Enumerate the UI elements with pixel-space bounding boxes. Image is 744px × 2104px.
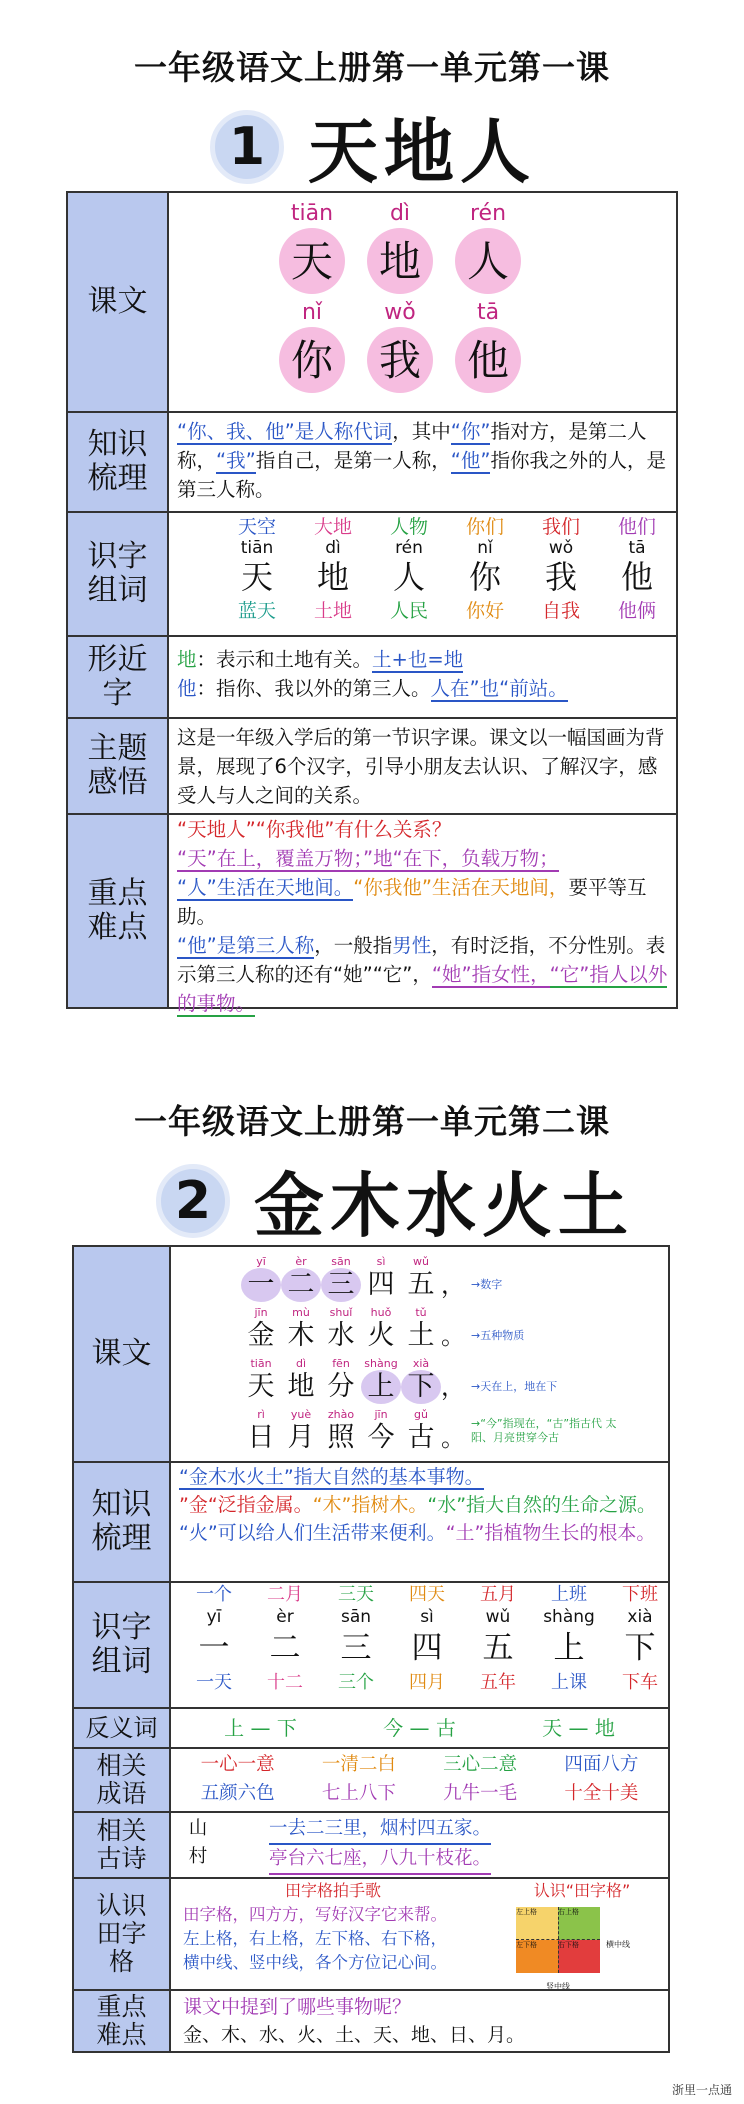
char-cell (401, 1306, 441, 1353)
pinyin: tiān (290, 201, 334, 226)
l1-theme-content (169, 719, 676, 813)
text-lines (241, 1251, 668, 1455)
lesson1-title (210, 96, 536, 197)
highlight: “他” (450, 449, 491, 472)
character: 四 (367, 1269, 395, 1300)
l2-key-row (74, 1989, 668, 2051)
row-label: 相关古诗 (74, 1813, 171, 1877)
character: 木 (287, 1320, 315, 1351)
lesson1-number: 1 (210, 110, 284, 184)
pinyin: sān (340, 1607, 372, 1627)
poem-line: 一去二三里，烟村四五家。 (269, 1815, 491, 1845)
pinyin: dì (389, 201, 411, 226)
highlight: “你我他”生活在天地间， (353, 876, 569, 899)
l1-similar-content (169, 637, 676, 717)
pinyin: huǒ (370, 1306, 392, 1319)
earth-text: “土”指植物生长的根本。 (445, 1522, 656, 1544)
row-label: 识字组词 (74, 1583, 171, 1707)
l2-words-content (171, 1583, 668, 1707)
answer: 金、木、水、火、土、天、地、日、月。 (183, 2024, 526, 2046)
lesson2-number: 2 (156, 1164, 230, 1238)
highlight: “它”指人以外的事物。 (177, 963, 668, 1015)
l2-poem-row (74, 1811, 668, 1877)
l1-knowledge-row (68, 411, 676, 511)
highlight: 男性 (392, 934, 432, 957)
idiom: 五颜六色 (200, 1783, 275, 1804)
pinyin: tā (628, 538, 646, 558)
pinyin: sān (331, 1255, 351, 1268)
word: 他俩 (617, 600, 656, 622)
char: 他 (177, 677, 197, 700)
row-label: 形近字 (68, 637, 169, 717)
word: 大地 (313, 516, 352, 538)
l1-words-row (68, 511, 676, 635)
lesson2-header: 一年级语文上册第一单元第二课 (134, 1102, 610, 1141)
l1-theme-row (68, 717, 676, 813)
l1-similar-row (68, 635, 676, 717)
l2-text-row (74, 1247, 668, 1461)
lesson1-name: 天地人 (308, 111, 536, 193)
song-line: 横中线、竖中线，各个方位记心间。 (183, 1953, 447, 1972)
antonym-pair: 上 — 下 (224, 1715, 297, 1740)
character: 天 (240, 558, 273, 596)
poem-title: 村 (188, 1846, 208, 1867)
annotation: →五种物质 (471, 1329, 525, 1342)
poem-line: 亭台六七座，八九十枝花。 (269, 1845, 491, 1875)
pinyin: fēn (332, 1357, 350, 1370)
text-line (241, 1251, 668, 1302)
v-center-line (558, 1907, 559, 1973)
pinyin: shuǐ (329, 1306, 353, 1319)
char-cell (401, 1357, 441, 1404)
metal-text: ”金“泛指金属。 (179, 1494, 313, 1516)
idiom: 三心二意 (443, 1754, 518, 1775)
text: 要平等互助。 (177, 876, 647, 928)
theme-text: 这是一年级入学后的第一节识字课。课文以一幅国画为背景，展现了6个汉字，引导小朋友去认识、了解汉字，感受人与人之间的关系。 (177, 726, 665, 807)
char-cell (321, 1357, 361, 1404)
text: ，有时泛指，不分性别。表示第三人称的还有“她”“它”， (177, 934, 666, 986)
character: 照 (327, 1422, 355, 1453)
pinyin: wǔ (485, 1607, 511, 1627)
pinyin: tiān (250, 1357, 272, 1370)
word: 五月 (480, 1584, 516, 1605)
word: 四月 (409, 1672, 445, 1693)
song-line: 左上格，右上格，左下格、右下格， (183, 1929, 447, 1948)
pinyin: nǐ (477, 538, 493, 558)
water-text: “水”指大自然的生命之源。 (427, 1494, 657, 1516)
word: 上课 (551, 1672, 587, 1693)
char-cell (241, 1357, 281, 1404)
char-cell (361, 1408, 401, 1455)
l1-text-row (68, 193, 676, 411)
l2-antonym-content (171, 1709, 668, 1747)
l2-knowledge-content (171, 1463, 668, 1581)
word: 三个 (338, 1672, 374, 1693)
text-line (241, 1302, 668, 1353)
word: 一天 (196, 1672, 232, 1693)
text: 指自己，是第一人称， (255, 449, 451, 472)
pinyin: èr (295, 1255, 307, 1268)
word: 一个 (196, 1584, 232, 1605)
char-cell (321, 1306, 361, 1353)
word: 人民 (389, 600, 428, 622)
char-cell (401, 1255, 441, 1302)
character: 上 (553, 1630, 585, 1666)
l2-key-content (171, 1991, 668, 2051)
lesson2-name: 金木水火土 (254, 1165, 634, 1247)
highlight: “金木水火土”指大自然的基本事物。 (179, 1466, 484, 1488)
character: 他 (455, 327, 521, 393)
idiom: 七上八下 (321, 1783, 396, 1804)
word: 三天 (338, 1584, 374, 1605)
punctuation: ， (441, 1271, 465, 1299)
character: 水 (327, 1320, 355, 1351)
pinyin: shàng (364, 1357, 398, 1370)
word: 天空 (237, 516, 276, 538)
pinyin: wǒ (548, 538, 574, 558)
text-line (241, 1404, 668, 1455)
pinyin: shàng (543, 1607, 595, 1627)
l2-idioms-row (74, 1747, 668, 1811)
lesson2-table (72, 1245, 670, 2053)
idiom: 四面八方 (564, 1754, 639, 1775)
pinyin: xià (627, 1607, 653, 1627)
footer-watermark: 浙里一点通 (671, 2083, 732, 2097)
tianzige-diagram (502, 1881, 662, 1991)
character: 人 (392, 558, 425, 596)
song-title: 田字格拍手歌 (284, 1881, 381, 1900)
character: 四 (411, 1630, 443, 1666)
bottom-left-cell: 左下格 (516, 1940, 558, 1973)
highlight: “我” (216, 449, 256, 472)
character: 古 (407, 1422, 435, 1453)
question: 课文中提到了哪些事物呢？ (183, 1996, 412, 2018)
idiom: 一心一意 (200, 1754, 275, 1775)
l1-words-content (169, 513, 676, 635)
l1-key-content (169, 815, 676, 1015)
char-cell (401, 1408, 441, 1455)
char-cell (361, 1357, 401, 1404)
l2-text-content (171, 1247, 668, 1461)
punctuation: 。 (441, 1322, 465, 1350)
l1-knowledge-content (169, 413, 676, 511)
lesson1-header: 一年级语文上册第一单元第一课 (134, 48, 610, 87)
character: 今 (367, 1422, 395, 1453)
char: 地 (177, 648, 197, 671)
word: 我们 (541, 516, 580, 538)
character: 一 (198, 1630, 230, 1666)
pinyin: tiān (240, 538, 274, 558)
row-label: 重点难点 (74, 1991, 171, 2051)
character: 我 (544, 558, 577, 596)
row-label: 识字组词 (68, 513, 169, 635)
highlight: “天”在上，覆盖万物； (177, 847, 363, 870)
word: 下班 (622, 1584, 658, 1605)
pinyin: èr (276, 1607, 294, 1627)
word: 土地 (313, 600, 352, 622)
l2-grid-content (171, 1879, 668, 1989)
lesson1-table (66, 191, 678, 1015)
word: 你好 (465, 600, 504, 622)
character: 一 (241, 1268, 281, 1302)
character: 二 (281, 1268, 321, 1302)
char-cell (361, 1255, 401, 1302)
character: 土 (407, 1320, 435, 1351)
idiom: 十全十美 (564, 1783, 639, 1804)
l2-words-row (74, 1581, 668, 1707)
character: 月 (287, 1422, 315, 1453)
annotation: →天在上，地在下 (471, 1380, 558, 1393)
annotation: →数字 (471, 1278, 503, 1291)
word: 二月 (267, 1584, 303, 1605)
row-label: 课文 (68, 193, 169, 411)
l2-knowledge-row (74, 1461, 668, 1581)
pinyin: yī (256, 1255, 266, 1268)
character: 天 (279, 228, 345, 294)
character: 下 (401, 1370, 441, 1404)
word: 十二 (267, 1672, 303, 1693)
diagram-title: 认识“田字格” (533, 1881, 631, 1900)
character: 五 (482, 1630, 514, 1666)
character: 日 (247, 1422, 275, 1453)
character: 你 (279, 327, 345, 393)
text: ，其中 (392, 420, 451, 443)
row-label: 反义词 (74, 1709, 171, 1747)
highlight: “他”是第三人称 (177, 934, 315, 957)
character: 金 (247, 1320, 275, 1351)
character: 你 (468, 558, 501, 596)
highlight: 人在”也“前站。 (430, 677, 568, 700)
text: ，一般指 (314, 934, 393, 957)
h-line-label: 横中线 (606, 1940, 630, 1949)
word: 他们 (617, 516, 656, 538)
pinyin: tā (476, 300, 500, 325)
character: 五 (407, 1269, 435, 1300)
pinyin: wǒ (384, 300, 416, 325)
pinyin: tǔ (415, 1306, 427, 1319)
word: 你们 (465, 516, 504, 538)
pinyin: mù (292, 1306, 310, 1319)
l1-text-content (169, 193, 676, 411)
word: 五年 (480, 1672, 516, 1693)
question: “天地人”“你我他”有什么关系？ (177, 818, 452, 841)
character: 下 (624, 1630, 656, 1666)
l2-idioms-content (171, 1749, 668, 1811)
highlight: “你、我、他”是人称代词 (177, 420, 393, 443)
pinyin: zhào (327, 1408, 355, 1421)
char-cell (241, 1306, 281, 1353)
l2-antonym-row (74, 1707, 668, 1747)
character: 他 (620, 558, 653, 596)
char-cell (241, 1255, 281, 1302)
character: 地 (316, 558, 349, 596)
word: 下车 (622, 1672, 658, 1693)
l1-key-row (68, 813, 676, 1015)
char-cell (361, 1306, 401, 1353)
highlight: “她”指女性， (431, 963, 550, 986)
row-label: 相关成语 (74, 1749, 171, 1811)
highlight: ”地“在下，负载万物； (362, 847, 559, 870)
pinyin: yuè (290, 1408, 312, 1421)
char-cell (281, 1306, 321, 1353)
pinyin: rén (469, 201, 507, 226)
pinyin: wǔ (413, 1255, 429, 1268)
character: 上 (361, 1370, 401, 1404)
word: 上班 (551, 1584, 587, 1605)
word: 四天 (409, 1584, 445, 1605)
pinyin: yī (206, 1607, 222, 1627)
char-cell (321, 1255, 361, 1302)
character: 火 (367, 1320, 395, 1351)
pinyin: rì (257, 1408, 265, 1421)
word: 自我 (541, 600, 580, 622)
annotation: →“今”指现在，“古”指古代 太阳、月亮贯穿今古 (471, 1417, 617, 1444)
text-line (241, 1353, 668, 1404)
highlight: “你” (450, 420, 491, 443)
char-cell (281, 1408, 321, 1455)
idiom: 一清二白 (321, 1754, 396, 1775)
wood-text: “木”指树木。 (312, 1494, 428, 1516)
row-label: 课文 (74, 1247, 171, 1461)
idiom: 九牛一毛 (443, 1783, 518, 1804)
fire-text: “火”可以给人们生活带来便利。 (179, 1522, 446, 1544)
pinyin: sì (376, 1255, 386, 1268)
pinyin: jīn (374, 1408, 388, 1421)
pinyin: jīn (254, 1306, 268, 1319)
antonym-pair: 天 — 地 (542, 1715, 615, 1740)
lesson2-title (156, 1150, 634, 1251)
pinyin: xià (412, 1357, 430, 1370)
l2-poem-content (171, 1813, 668, 1877)
pinyin: nǐ (301, 300, 323, 325)
row-label: 知识梳理 (74, 1463, 171, 1581)
punctuation: ， (441, 1373, 465, 1401)
song-line: 田字格，四方方，写好汉字它来帮。 (183, 1905, 447, 1924)
pinyin: sì (420, 1607, 434, 1627)
l2-grid-row (74, 1877, 668, 1989)
bottom-right-cell: 右下格 (558, 1940, 600, 1973)
text: 指对方，是第二人称， (177, 420, 647, 472)
top-right-cell: 右上格 (558, 1907, 600, 1940)
character: 地 (367, 228, 433, 294)
char-cell (281, 1255, 321, 1302)
character: 地 (287, 1371, 315, 1402)
character: 分 (327, 1371, 355, 1402)
character: 我 (367, 327, 433, 393)
antonym-pair: 今 — 古 (383, 1715, 456, 1740)
character: 人 (455, 228, 521, 294)
character: 三 (340, 1630, 372, 1666)
punctuation: 。 (441, 1424, 465, 1452)
v-line-label: 竖中线 (546, 1982, 570, 1991)
word: 人物 (389, 516, 428, 538)
top-left-cell: 左上格 (516, 1907, 558, 1940)
pinyin: dì (295, 1357, 307, 1370)
word: 蓝天 (237, 600, 276, 622)
row-label: 认识田字格 (74, 1879, 171, 1989)
row-label: 重点难点 (68, 815, 169, 1007)
char-cell (241, 1408, 281, 1455)
character: 天 (247, 1371, 275, 1402)
char-cell (281, 1357, 321, 1404)
row-label: 主题感悟 (68, 719, 169, 813)
pinyin: gǔ (414, 1408, 428, 1421)
text: ：指你、我以外的第三人。 (196, 677, 431, 700)
highlight: 土+也=地 (372, 648, 464, 671)
char-cell (321, 1408, 361, 1455)
highlight: “人”生活在天地间。 (177, 876, 354, 899)
poem-title: 山 (188, 1818, 208, 1839)
row-label: 知识梳理 (68, 413, 169, 511)
text: ：表示和土地有关。 (196, 648, 373, 671)
character: 二 (269, 1630, 301, 1666)
pinyin: rén (395, 538, 423, 558)
text: 指你我之外的人，是第三人称。 (177, 449, 666, 501)
pinyin: dì (325, 538, 341, 558)
character: 三 (321, 1268, 361, 1302)
